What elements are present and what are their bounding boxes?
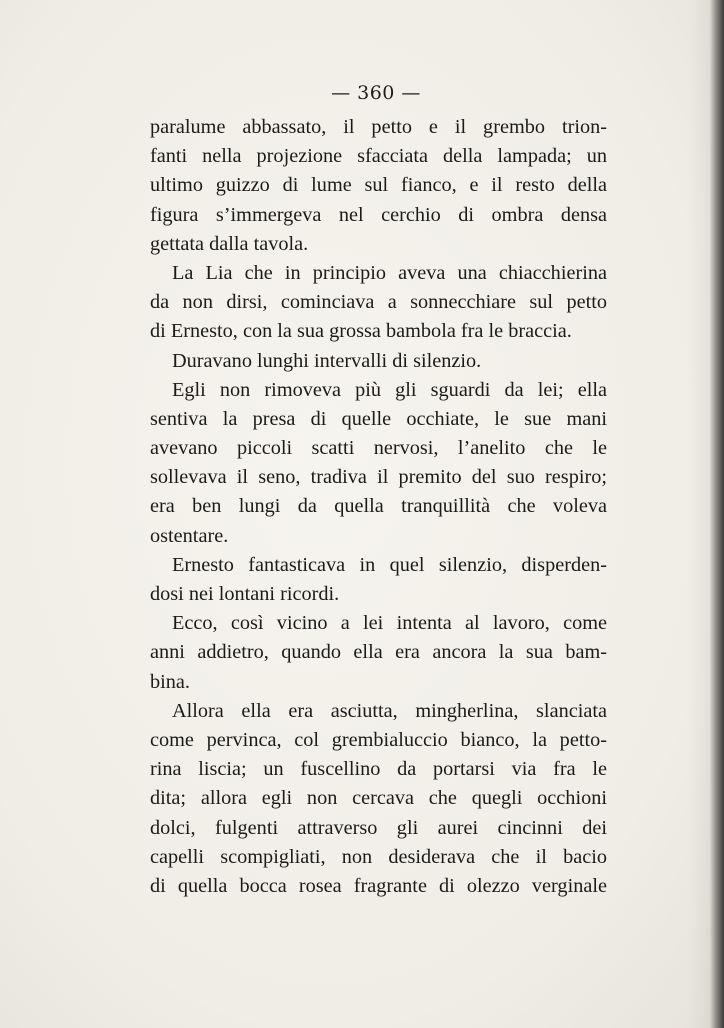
paragraph — [150, 697, 607, 901]
text-line: dolci, fulgenti attraverso gli aurei cincinni dei — [150, 816, 607, 839]
paragraph — [150, 113, 607, 259]
paragraph — [150, 259, 607, 347]
paragraph — [150, 376, 607, 551]
text-line: capelli scompigliati, non desiderava che il bacio — [150, 845, 607, 868]
paragraph — [150, 347, 607, 376]
text-line: di Ernesto, con la sua grossa bambola fra le braccia. — [150, 320, 572, 343]
body-text — [150, 113, 607, 901]
text-line: di quella bocca rosea fragrante di olezzo verginale — [150, 874, 607, 897]
text-line: dita; allora egli non cercava che quegli occhioni — [150, 787, 607, 810]
text-line: rina liscia; un fuscellino da portarsi via fra le — [150, 758, 607, 781]
text-line: gettata dalla tavola. — [150, 232, 309, 255]
text-line: fanti nella projezione sfacciata della lampada; un — [150, 145, 607, 168]
text-line: era ben lungi da quella tranquillità che voleva — [150, 495, 607, 518]
text-line: avevano piccoli scatti nervosi, l’anelito che le — [150, 437, 607, 460]
text-line: dosi nei lontani ricordi. — [150, 583, 340, 605]
text-line: Ecco, così vicino a lei intenta al lavoro, come — [172, 612, 607, 635]
text-line: figura s’immergeva nel cerchio di ombra densa — [150, 203, 607, 226]
text-line: Egli non rimoveva più gli sguardi da lei; ella — [172, 378, 607, 401]
text-line: bina. — [150, 670, 190, 693]
text-line: da non dirsi, cominciava a sonnecchiare sul petto — [150, 291, 607, 314]
text-line: ultimo guizzo di lume sul fianco, e il resto della — [150, 174, 607, 197]
text-line: anni addietro, quando ella era ancora la sua bam- — [150, 641, 607, 664]
text-line: Allora ella era asciutta, mingherlina, slanciata — [172, 699, 607, 722]
page-number: — 360 — — [331, 82, 421, 104]
paragraph — [150, 609, 607, 697]
text-line: ostentare. — [150, 524, 229, 547]
binding-shadow — [688, 0, 710, 1028]
book-spine-edge — [710, 0, 724, 1028]
paragraph — [150, 551, 607, 609]
text-line: come pervinca, col grembialuccio bianco, la petto- — [150, 728, 607, 751]
text-line: La Lia che in principio aveva una chiacchierina — [172, 261, 607, 284]
text-line: sentiva la presa di quelle occhiate, le sue mani — [150, 407, 607, 430]
text-line: paralume abbassato, il petto e il grembo trion- — [150, 116, 607, 138]
text-line: Duravano lunghi intervalli di silenzio. — [172, 349, 482, 372]
text-line: Ernesto fantasticava in quel silenzio, disperden- — [172, 553, 607, 576]
text-line: sollevava il seno, tradiva il premito del suo respiro; — [150, 466, 607, 489]
